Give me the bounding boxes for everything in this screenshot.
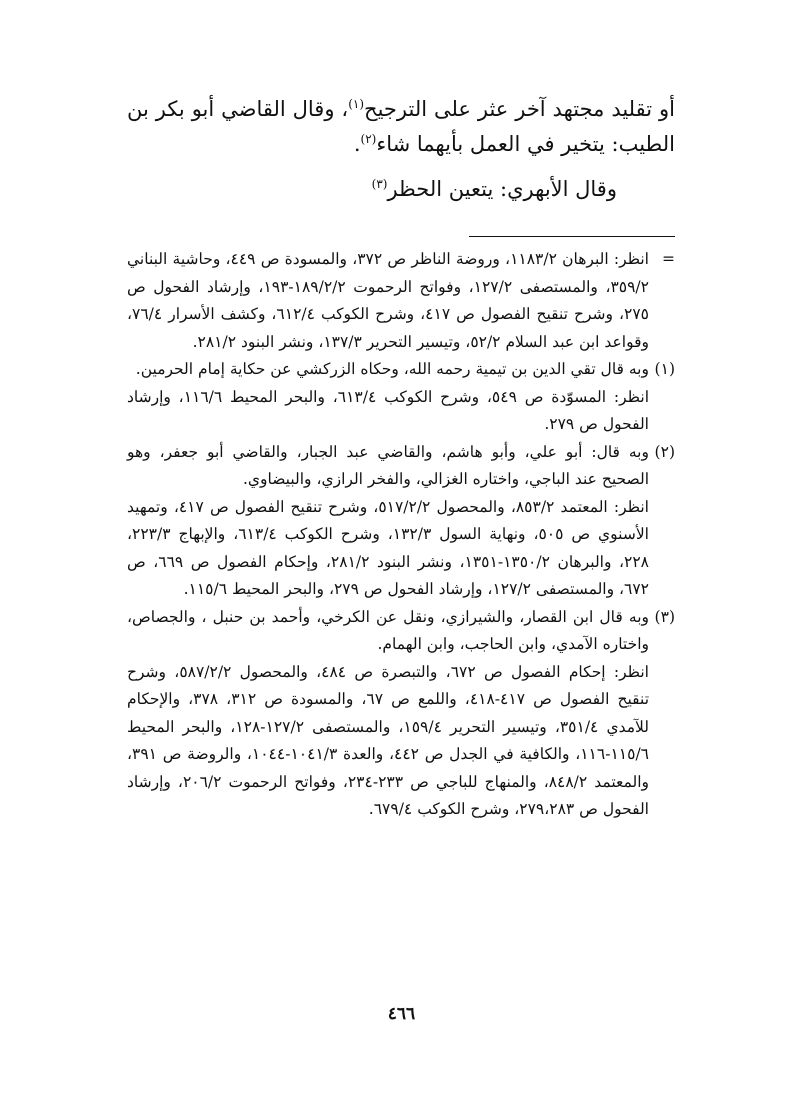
footnotes: [127, 246, 675, 824]
footnote-continuation-text: انظر: البرهان ١١٨٣/٢، وروضة الناظر ص ٣٧٢، والمسودة ص ٤٤٩، وحاشية البناني ٣٥٩/٢، والمستصفى ١٢٧/٢، وفواتح الرحموت ١٨٩/٢/٢-١٩٣، وإرشاد الفحول ص ٢٧٥، وشرح تنقيح الفصول ص ٤١٧، وشرح الكوكب ٦١٢/٤، وكشف الأسرار ٧٦/٤، وقواعد ابن عبد السلام ٥٢/٢، وتيسير التحرير ١٣٧/٣، ونشر البنود ٢٨١/٢.: [127, 250, 649, 351]
footnote-marker-2: (٢): [654, 442, 675, 461]
footnote-3-references: انظر: إحكام الفصول ص ٦٧٢، والتبصرة ص ٤٨٤، والمحصول ٥٨٧/٢/٢، وشرح تنقيح الفصول ص ٤١٧-٤١٨، واللمع ص ٦٧، والمسودة ص ٣١٢، ٣٧٨، والإحكام للآمدي ٣٥١/٤، وتيسير التحرير ١٥٩/٤، والمستصفى ١٢٧/٢-١٢٨، والبحر المحيط ١١٥/٦-١١٦، والكافية في الجدل ص ٤٤٢، والعدة ١٠٤١/٣-١٠٤٤، والروضة ص ٣٩١، والمعتمد ٨٤٨/٢، والمنهاج للباجي ص ٢٣٣-٢٣٤، وفواتح الرحموت ٢٠٦/٢، وإرشاد الفحول ص ٢٧٩،٢٨٣، وشرح الكوكب ٦٧٩/٤.: [127, 662, 650, 818]
footnote-continuation: [127, 246, 675, 356]
footnote-marker-3: (٣): [654, 607, 675, 626]
footnote-3: [127, 604, 675, 824]
footnote-1: [127, 356, 675, 439]
footnote-marker-1: (١): [654, 360, 675, 378]
footnote-ref-1: (١): [348, 97, 365, 111]
main-text-line1b: ، وقال القاضي أبو بكر بن الطيب: يتخير في العمل بأيهما شاء: [127, 97, 675, 156]
main-text-line2: وقال الأبهري: يتعين الحظر: [387, 177, 617, 201]
footnote-2-text: وبه قال: أبو علي، وأبو هاشم، والقاضي عبد الجبار، والقاضي أبو جعفر، وهو الصحيح عند الباجي، واختاره الغزالي، والفخر الرازي، والبيضاوي.: [127, 442, 649, 488]
footnote-marker-continuation: =: [662, 250, 675, 268]
footnote-2-references: انظر: المعتمد ٨٥٣/٢، والمحصول ٥١٧/٢/٢، وشرح تنقيح الفصول ص ٤١٧، وتمهيد الأسنوي ص ٥٠٥، ونهاية السول ١٣٢/٣، وشرح الكوكب ٦١٣/٤، والإبهاج ٢٢٣/٣، ٢٢٨، والبرهان ١٣٥٠/٢-١٣٥١، ونشر البنود ٢٨١/٢، وإحكام الفصول ص ٦٦٩، ص ٦٧٢، والمستصفى ١٢٧/٢، وإرشاد الفحول ص ٢٧٩، والبحر المحيط ١١٥/٦.: [127, 497, 649, 598]
page-number: ٤٦٦: [387, 1004, 416, 1024]
main-text: [127, 92, 675, 207]
footnote-1-references: انظر: المسوّدة ص ٥٤٩، وشرح الكوكب ٦١٣/٤، والبحر المحيط ١١٦/٦، وإرشاد الفحول ص ٢٧٩.: [127, 387, 649, 433]
footnote-3-text: وبه قال ابن القصار، والشيرازي، ونقل عن الكرخي، وأحمد بن حنبل ، والجصاص، واختاره الآمدي، وابن الحاجب، وابن الهمام.: [127, 607, 649, 653]
footnote-separator: [469, 236, 675, 237]
main-text-line1c: .: [353, 132, 361, 156]
footnote-1-text: وبه قال تقي الدين بن تيمية رحمه الله، وحكاه الزركشي عن حكاية إمام الحرمين.: [135, 360, 649, 378]
main-paragraph: [127, 92, 675, 162]
main-paragraph-2: [127, 172, 617, 207]
footnote-ref-3: (٣): [371, 177, 388, 191]
main-text-line1: أو تقليد مجتهد آخر عثر على الترجيح: [364, 97, 675, 121]
footnote-2: [127, 439, 675, 604]
footnote-ref-2: (٢): [360, 132, 377, 146]
